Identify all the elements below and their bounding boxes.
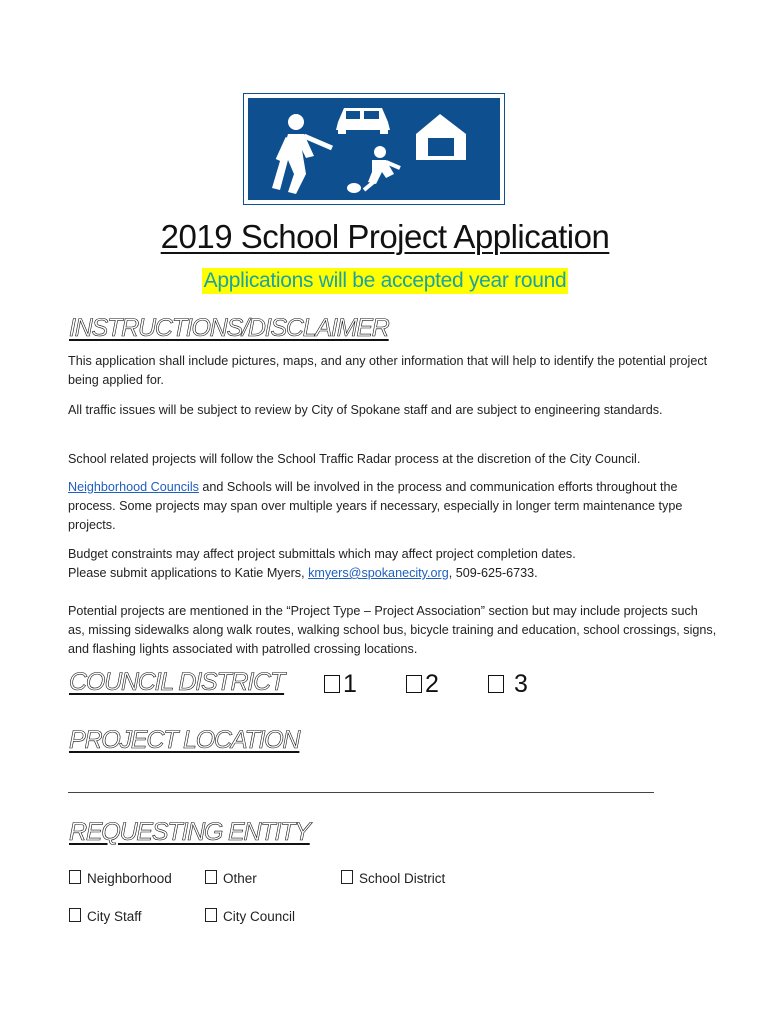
- school-zone-sign-icon: [244, 94, 504, 204]
- checkbox-icon: [488, 675, 504, 693]
- city-council-checkbox[interactable]: City Council: [205, 908, 295, 924]
- checkbox-icon: [205, 870, 217, 884]
- instructions-paragraph-4: [68, 478, 718, 535]
- page-subtitle: Applications will be accepted year round: [203, 269, 567, 292]
- district-2-checkbox[interactable]: 2: [406, 670, 439, 699]
- neighborhood-councils-link[interactable]: Neighborhood Councils: [68, 480, 199, 494]
- instructions-heading: INSTRUCTIONS/DISCLAIMER: [69, 314, 389, 342]
- other-checkbox[interactable]: Other: [205, 870, 257, 886]
- instructions-paragraph-6: Potential projects are mentioned in the “Project Type – Project Association” section but may include projects such as, missing sidewalks along walk routes, walking school bus, bicycle training and education, school crossings, signs, and flashing lights associated with patrolled crossing locations.: [68, 604, 717, 656]
- neighborhood-checkbox[interactable]: Neighborhood: [69, 870, 172, 886]
- instructions-paragraph-4-text: and Schools will be involved in the process and communication efforts throughout the process. Some projects may span over multiple years if necessary, especially in longer term maintenance type projects.: [68, 480, 683, 532]
- checkbox-icon: [324, 675, 340, 693]
- instructions-paragraph-5: [68, 545, 718, 583]
- school-district-checkbox[interactable]: School District: [341, 870, 445, 886]
- instructions-paragraph-1: This application shall include pictures, maps, and any other information that will help to identify the potential project being applied for.: [68, 354, 708, 387]
- checkbox-icon: [406, 675, 422, 693]
- instructions-paragraph-3: School related projects will follow the School Traffic Radar process at the discretion of the City Council.: [68, 452, 641, 466]
- district-3-checkbox[interactable]: 3: [488, 670, 528, 699]
- checkbox-icon: [69, 870, 81, 884]
- page-title: 2019 School Project Application: [160, 218, 610, 255]
- requesting-entity-heading: REQUESTING ENTITY: [69, 818, 310, 846]
- project-location-input-line[interactable]: [68, 792, 654, 793]
- email-link[interactable]: kmyers@spokanecity.org: [308, 566, 449, 580]
- district-1-checkbox[interactable]: 1: [324, 670, 357, 699]
- budget-constraints-text: Budget constraints may affect project submittals which may affect project completion dates.: [68, 547, 576, 561]
- checkbox-icon: [69, 908, 81, 922]
- submit-applications-text: Please submit applications to Katie Myers, kmyers@spokanecity.org, 509-625-6733.: [68, 566, 538, 580]
- checkbox-icon: [205, 908, 217, 922]
- city-staff-checkbox[interactable]: City Staff: [69, 908, 142, 924]
- school-zone-sign-logo: [243, 93, 505, 205]
- checkbox-icon: [341, 870, 353, 884]
- project-location-heading: PROJECT LOCATION: [69, 726, 300, 754]
- instructions-paragraph-2: All traffic issues will be subject to review by City of Spokane staff and are subject to engineering standards.: [68, 403, 663, 417]
- council-district-heading: COUNCIL DISTRICT: [69, 668, 285, 696]
